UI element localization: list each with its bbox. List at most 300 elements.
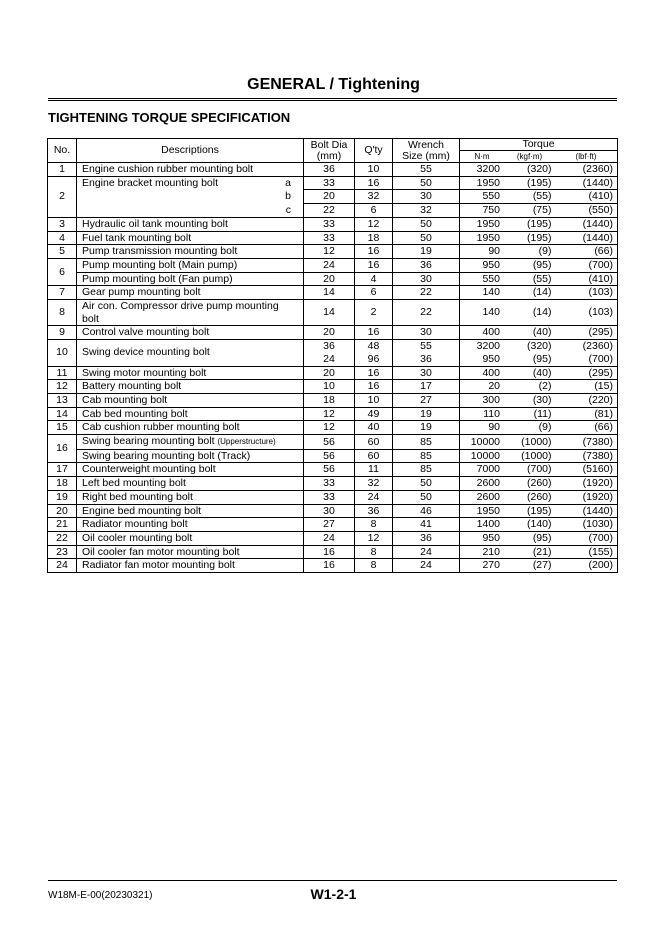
torque-kgf: (11) [533,407,552,420]
row-sub-label: b [285,190,291,203]
row-desc: Radiator fan motor mounting bolt [77,559,304,573]
row-no: 5 [48,245,77,259]
row-torque [460,204,618,218]
table-row [48,366,618,380]
row-desc-text: Engine bracket mounting bolt [82,176,219,189]
row-bolt: 30 [304,504,355,518]
torque-nm: 3200 [476,340,500,353]
row-torque [460,190,618,204]
table-row [48,245,618,259]
torque-nm: 270 [482,559,500,572]
table-row [48,163,618,177]
row-bolt: 14 [304,286,355,300]
torque-table [47,138,618,573]
row-wrench: 55 [393,163,460,177]
row-torque [460,300,618,326]
row-qty: 18 [355,231,393,245]
row-desc-line2: bolt [82,312,99,325]
row-no: 9 [48,326,77,340]
row-desc [77,176,304,190]
row-no: 22 [48,531,77,545]
row-torque [460,477,618,491]
table-row [48,204,618,218]
col-no: No. [48,139,77,163]
row-wrench: 50 [393,490,460,504]
row-qty: 12 [355,531,393,545]
torque-kgf: (320) [526,340,552,353]
row-torque [460,231,618,245]
row-bolt: 20 [304,366,355,380]
row-wrench: 36 [393,531,460,545]
row-torque [460,545,618,559]
torque-lbf: (1440) [582,504,613,517]
row-qty: 60 [355,449,393,463]
wrench-value-1: 55 [420,340,432,353]
row-desc: Pump mounting bolt (Fan pump) [77,272,304,286]
row-qty: 16 [355,366,393,380]
row-wrench: 19 [393,245,460,259]
row-torque [460,393,618,407]
row-wrench: 17 [393,380,460,394]
torque-lbf: (15) [594,380,613,393]
torque-nm: 400 [482,366,500,379]
row-sub-label: a [285,176,291,189]
torque-lbf: (2360) [582,340,613,353]
row-wrench: 85 [393,435,460,450]
torque-lbf: (1920) [582,477,613,490]
torque-kgf: (195) [526,176,552,189]
row-qty: 4 [355,272,393,286]
row-torque [460,421,618,435]
table-row [48,326,618,340]
row-desc: Fuel tank mounting bolt [77,231,304,245]
torque-nm: 950 [482,352,500,365]
row-qty: 16 [355,176,393,190]
row-wrench: 36 [393,258,460,272]
row-wrench: 85 [393,463,460,477]
row-desc: Swing device mounting bolt [77,340,304,366]
row-no: 15 [48,421,77,435]
torque-lbf: (200) [588,559,613,572]
table-row [48,258,618,272]
row-wrench: 41 [393,518,460,532]
row-torque [460,559,618,573]
row-torque [460,245,618,259]
col-bolt-dia-line1: Bolt Dia [310,138,348,151]
row-torque [460,435,618,450]
row-qty: 32 [355,190,393,204]
torque-nm: 140 [482,286,500,299]
row-torque [460,340,618,366]
torque-kgf: (55) [532,272,552,285]
row-bolt: 14 [304,300,355,326]
row-qty: 40 [355,421,393,435]
row-bolt: 24 [304,258,355,272]
unit-lbf: (lbf·ft) [575,152,597,161]
torque-lbf: (700) [588,352,613,365]
row-qty: 24 [355,490,393,504]
table-header [48,139,618,163]
table-row [48,217,618,231]
row-qty: 12 [355,217,393,231]
row-wrench: 85 [393,449,460,463]
wrench-value-2: 36 [420,352,432,365]
row-torque [460,217,618,231]
row-no: 20 [48,504,77,518]
row-bolt: 12 [304,407,355,421]
torque-lbf: (5160) [582,463,613,476]
torque-nm: 2600 [476,477,500,490]
row-wrench: 50 [393,176,460,190]
row-torque [460,407,618,421]
torque-lbf: (1440) [582,231,613,244]
row-bolt: 27 [304,518,355,532]
row-desc-note: (Upperstructure) [217,437,276,447]
row-qty: 16 [355,326,393,340]
row-no: 7 [48,286,77,300]
torque-kgf: (95) [532,258,552,271]
torque-lbf: (103) [588,306,613,319]
row-torque [460,286,618,300]
row-qty: 6 [355,286,393,300]
table-row [48,176,618,190]
row-wrench: 22 [393,286,460,300]
torque-nm: 550 [482,272,500,285]
torque-kgf: (320) [526,163,552,175]
row-torque [460,176,618,190]
torque-nm: 90 [488,421,500,434]
torque-kgf: (21) [532,545,552,558]
qty-value-2: 96 [367,352,380,365]
row-torque [460,504,618,518]
row-no: 12 [48,380,77,394]
row-bolt: 20 [304,326,355,340]
table-row [48,463,618,477]
table-row [48,421,618,435]
torque-nm: 1950 [476,504,500,517]
row-desc: Battery mounting bolt [77,380,304,394]
row-qty: 8 [355,518,393,532]
row-qty [355,340,393,366]
row-desc: Cab mounting bolt [77,393,304,407]
torque-lbf: (155) [588,545,613,558]
table-row [48,190,618,204]
row-wrench: 19 [393,421,460,435]
row-torque [460,163,618,177]
row-desc: Oil cooler fan motor mounting bolt [77,545,304,559]
row-desc [77,204,304,218]
torque-nm: 2600 [476,490,500,503]
torque-nm: 950 [482,258,500,271]
torque-nm: 110 [483,407,500,420]
col-bolt-dia [304,139,355,163]
table-row [48,393,618,407]
row-no: 8 [48,300,77,326]
row-desc: Swing motor mounting bolt [77,366,304,380]
torque-nm: 1400 [476,518,500,531]
torque-lbf: (7380) [582,449,613,462]
row-wrench: 30 [393,366,460,380]
row-torque [460,380,618,394]
row-no: 17 [48,463,77,477]
row-wrench: 22 [393,300,460,326]
row-no: 3 [48,217,77,231]
row-bolt: 16 [304,545,355,559]
torque-kgf: (30) [532,393,552,406]
torque-nm: 750 [482,204,500,217]
row-bolt: 16 [304,559,355,573]
table-row [48,477,618,491]
row-torque [460,258,618,272]
table-row [48,490,618,504]
row-qty: 16 [355,245,393,259]
header-rule [48,98,617,101]
row-qty: 6 [355,204,393,218]
row-no: 14 [48,407,77,421]
torque-nm: 7000 [476,463,500,476]
row-wrench: 24 [393,545,460,559]
torque-lbf: (103) [588,286,613,299]
row-no: 18 [48,477,77,491]
row-qty: 8 [355,545,393,559]
row-desc: Swing bearing mounting bolt (Track) [77,449,304,463]
torque-kgf: (195) [526,504,552,517]
row-qty: 32 [355,477,393,491]
row-bolt: 33 [304,217,355,231]
torque-nm: 3200 [476,163,500,175]
row-wrench: 30 [393,326,460,340]
torque-lbf: (295) [588,326,613,339]
row-bolt: 24 [304,531,355,545]
torque-kgf: (2) [538,380,552,393]
row-qty: 60 [355,435,393,450]
row-desc: Control valve mounting bolt [77,326,304,340]
col-wrench-line2: Size (mm) [402,149,450,162]
torque-kgf: (40) [532,326,552,339]
row-bolt: 12 [304,245,355,259]
row-qty: 11 [355,463,393,477]
row-qty: 10 [355,393,393,407]
torque-nm: 210 [482,545,500,558]
row-bolt: 56 [304,449,355,463]
row-bolt: 33 [304,490,355,504]
torque-nm: 950 [482,531,500,544]
torque-kgf: (9) [538,421,552,434]
torque-nm: 1950 [476,217,500,230]
torque-lbf: (550) [588,204,613,217]
row-bolt: 10 [304,380,355,394]
row-bolt: 33 [304,231,355,245]
torque-kgf: (75) [532,204,552,217]
torque-nm: 140 [482,306,500,319]
torque-lbf: (1920) [582,490,613,503]
torque-lbf: (66) [594,245,613,258]
row-wrench: 50 [393,231,460,245]
table-row [48,449,618,463]
unit-kgf: (kgf·m) [516,152,543,161]
torque-lbf: (220) [588,393,613,406]
torque-kgf: (27) [532,559,552,572]
torque-lbf: (1440) [582,176,613,189]
row-qty: 8 [355,559,393,573]
row-desc: Pump transmission mounting bolt [77,245,304,259]
col-torque: Torque [460,139,618,151]
row-torque [460,449,618,463]
col-wrench-size [393,139,460,163]
row-bolt: 18 [304,393,355,407]
row-desc: Cab bed mounting bolt [77,407,304,421]
table-row [48,300,618,326]
row-torque [460,272,618,286]
table-row [48,504,618,518]
table-row [48,231,618,245]
row-bolt: 56 [304,463,355,477]
row-bolt: 22 [304,204,355,218]
torque-lbf: (1030) [582,518,613,531]
torque-lbf: (295) [588,366,613,379]
row-desc: Cab cushion rubber mounting bolt [77,421,304,435]
row-desc [77,300,304,326]
torque-lbf: (81) [594,407,613,420]
torque-kgf: (140) [526,518,552,531]
row-wrench: 27 [393,393,460,407]
row-no: 2 [48,176,77,217]
page-title: GENERAL / Tightening [247,76,420,93]
row-no: 21 [48,518,77,532]
page-number: W1-2-1 [310,886,357,902]
torque-kgf: (195) [526,231,552,244]
torque-nm: 1950 [476,231,500,244]
unit-nm: N·m [474,152,490,161]
row-desc: Left bed mounting bolt [77,477,304,491]
row-wrench [393,340,460,366]
table-row [48,286,618,300]
torque-lbf: (1440) [582,217,613,230]
row-qty: 36 [355,504,393,518]
table-body [48,163,618,573]
col-qty: Q'ty [355,139,393,163]
torque-kgf: (1000) [521,449,552,462]
row-wrench: 19 [393,407,460,421]
row-wrench: 24 [393,559,460,573]
row-desc: Engine bed mounting bolt [77,504,304,518]
table-row [48,531,618,545]
torque-kgf: (260) [526,477,552,490]
row-qty: 16 [355,380,393,394]
document-code: W18M-E-00(20230321) [48,890,153,901]
row-no: 10 [48,340,77,366]
col-descriptions: Descriptions [77,139,304,163]
row-qty: 2 [355,300,393,326]
torque-kgf: (260) [526,490,552,503]
row-bolt: 12 [304,421,355,435]
row-wrench: 50 [393,217,460,231]
row-torque [460,490,618,504]
bolt-value-1: 36 [323,340,335,353]
row-no: 19 [48,490,77,504]
row-bolt: 33 [304,176,355,190]
row-wrench: 30 [393,190,460,204]
row-desc: Pump mounting bolt (Main pump) [77,258,304,272]
row-wrench: 32 [393,204,460,218]
row-torque [460,366,618,380]
torque-kgf: (1000) [521,435,552,448]
row-desc-line1: Air con. Compressor drive pump mounting [82,300,279,313]
row-qty: 16 [355,258,393,272]
col-torque-units [460,151,618,163]
row-bolt: 20 [304,272,355,286]
row-bolt: 36 [304,163,355,177]
qty-value-1: 48 [367,340,380,353]
row-desc [77,435,304,450]
row-desc: Right bed mounting bolt [77,490,304,504]
row-no: 24 [48,559,77,573]
torque-kgf: (14) [532,286,552,299]
table-row [48,545,618,559]
bolt-value-2: 24 [323,352,335,365]
row-desc [77,190,304,204]
torque-kgf: (9) [538,245,552,258]
row-no: 11 [48,366,77,380]
row-no: 13 [48,393,77,407]
torque-lbf: (66) [594,421,613,434]
torque-lbf: (700) [588,531,613,544]
row-torque [460,326,618,340]
torque-nm: 20 [488,380,500,393]
table-row [48,272,618,286]
torque-kgf: (700) [526,463,552,476]
torque-lbf: (410) [588,190,613,203]
row-bolt [304,340,355,366]
table-row [48,518,618,532]
row-bolt: 20 [304,190,355,204]
torque-nm: 10000 [470,435,500,448]
table-row [48,435,618,450]
torque-nm: 300 [482,393,500,406]
footer-rule [48,880,617,881]
col-bolt-dia-line2: (mm) [316,149,342,162]
row-torque [460,463,618,477]
torque-lbf: (2360) [582,163,613,175]
torque-kgf: (95) [532,352,552,365]
row-desc-text: Swing bearing mounting bolt [82,435,215,448]
torque-kgf: (55) [532,190,552,203]
torque-nm: 10000 [470,449,500,462]
row-desc: Oil cooler mounting bolt [77,531,304,545]
torque-nm: 400 [482,326,500,339]
row-sub-label: c [285,203,291,216]
table-row [48,559,618,573]
row-wrench: 46 [393,504,460,518]
table-row [48,340,618,366]
torque-lbf: (410) [588,272,613,285]
row-wrench: 50 [393,477,460,491]
row-no: 1 [48,163,77,177]
section-title: TIGHTENING TORQUE SPECIFICATION [48,110,291,125]
row-desc: Counterweight mounting bolt [77,463,304,477]
row-qty: 10 [355,163,393,177]
row-bolt: 56 [304,435,355,450]
table-row [48,380,618,394]
row-no: 4 [48,231,77,245]
row-bolt: 33 [304,477,355,491]
row-no: 6 [48,258,77,285]
torque-lbf: (7380) [582,435,613,448]
row-wrench: 30 [393,272,460,286]
row-qty: 49 [355,407,393,421]
torque-nm: 90 [488,245,500,258]
torque-kgf: (40) [532,366,552,379]
